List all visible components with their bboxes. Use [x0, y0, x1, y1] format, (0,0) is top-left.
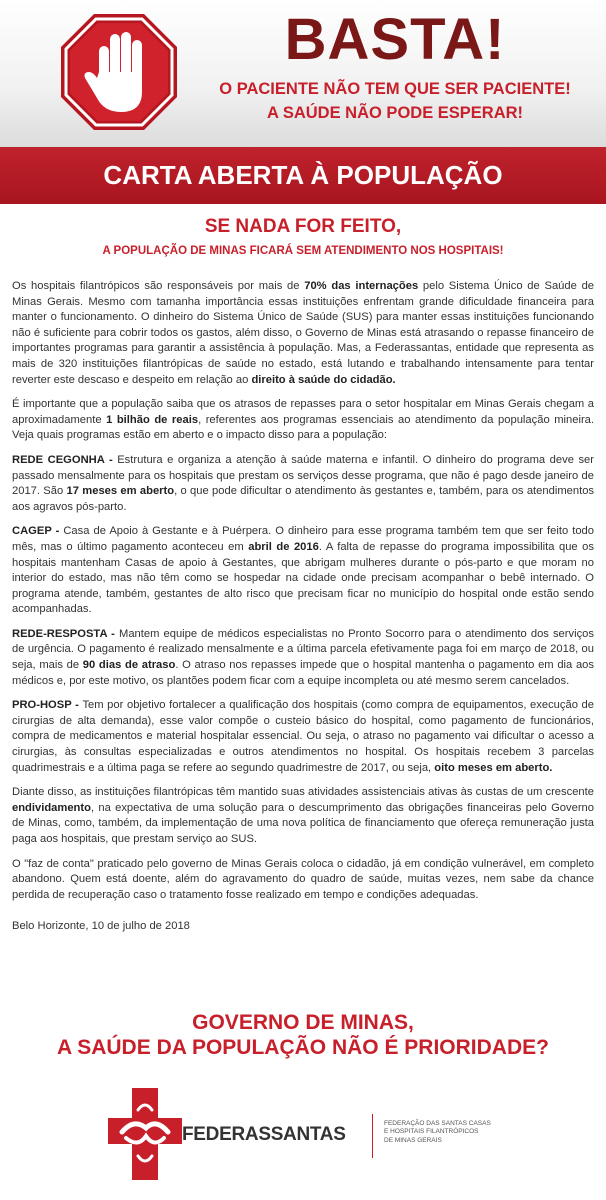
- text: Os hospitais filantrópicos são responsáveis por mais de: [12, 280, 305, 292]
- emphasis: 70% das internações: [304, 280, 419, 292]
- subtitle-line-1: O PACIENTE NÃO TEM QUE SER PACIENTE!: [219, 80, 571, 98]
- text: Casa de Apoio à Gestante e à Puérpera. O dinheiro para esse programa também tem que ser feito todo mês, mas o último pagamento aconteceu em: [12, 525, 594, 553]
- emphasis: 17 meses em aberto: [66, 485, 175, 498]
- main-title: BASTA!: [284, 7, 506, 72]
- closing-question: [0, 1010, 606, 1060]
- text: Mantem equipe de médicos especialistas no Pronto Socorro para o atendimento dos serviços de urgência. O pagamento é realizado mensalmente e a última parcela efetivamente paga foi em março de 2018, ou seja, mais de: [12, 627, 594, 672]
- emphasis: endividamento: [12, 801, 91, 814]
- closing-line-2: A SAÚDE DA POPULAÇÃO NÃO É PRIORIDADE?: [57, 1036, 549, 1059]
- stop-hand-icon: [59, 12, 179, 132]
- text: . O atraso nos repasses impede que o hospital mantenha o pagamento em dia aos médicos e, por este motivo, os plantões podem ficar com a equipe incompleta ou até mesmo serem cancelados.: [12, 659, 594, 687]
- program-name: CAGEP -: [12, 525, 64, 538]
- paragraph-cagep: [12, 524, 594, 618]
- headline-line-2: A POPULAÇÃO DE MINAS FICARÁ SEM ATENDIMENTO NOS HOSPITAIS!: [102, 245, 504, 257]
- emphasis: direito à saúde do cidadão.: [251, 373, 396, 386]
- paragraph-rede-cegonha: [12, 453, 594, 515]
- letter-body: [12, 279, 594, 944]
- text: Estrutura e organiza a atenção à saúde materna e infantil. O dinheiro do programa deve ser passado mensalmente para os hospitais que prestam os serviços desse programa, que não é pago desde janeiro de 2017. São: [12, 453, 594, 498]
- text: Diante disso, as instituições filantrópicas têm mantido suas atividades assistenciais ativas às custas de um crescente: [12, 786, 594, 799]
- text: . A falta de repasse do programa impossibilita que os hospitais mantenham Casas de apoio à Gestantes, que abrigam mulheres durante o pós-parto e que moram no interior do estado, mas não têm como se hospedar na cidade onde precisam acompanhar o bebê internado. O programa atende, também, gestantes de alto risco que precisam ficar no município do hospital onde estão sendo acompanhadas.: [12, 540, 594, 616]
- text: Tem por objetivo fortalecer a qualificação dos hospitais (como compra de equipamentos, execução de cirurgias de alta demanda), esse valor compõe o custeio básico do hospital, como pagamento de funcionários, compra de medicamentos e material hospitalar essencial. Ou seja, o atraso no pagamento vai dificultar o acesso a cirurgias, às consultas especializadas e outros atendimentos no hospital. Os hospitais recebem 3 parcelas quadrimestrais e a última paga se refere ao segundo quadrimestre de 2017, ou seja,: [12, 699, 594, 774]
- text: pelo Sistema Único de Saúde de Minas Gerais. Mesmo com tamanha importância essas instituições enfrentam grande dificuldade financeira para manter o funcionamento. O dinheiro do Sistema Único de Saúde (SUS) para manter essas instituições funcionando não é suficiente para cobrir todos os gastos, além disso, o Governo de Minas está atrasando o repasse financeiro de importantes programas para garantir a assistência à população. Mas, a Federassantas, entidade que representa as mais de 320 instituições filantrópicas de saúde no estado, está lutando e trabalhando intensamente para tentar reverter este descaso e despeito em relação ao: [12, 280, 595, 386]
- logo-divider: [372, 1114, 373, 1158]
- emphasis: oito meses em aberto.: [434, 761, 553, 774]
- program-name: REDE-RESPOSTA -: [12, 627, 119, 640]
- letter-date: Belo Horizonte, 10 de julho de 2018: [12, 920, 190, 933]
- logo-desc-line-2: E HOSPITAIS FILANTRÓPICOS: [384, 1128, 479, 1136]
- paragraph-conclusion: O "faz de conta" praticado pelo governo de Minas Gerais coloca o cidadão, já em condição vulnerável, em completo abandono. Quem está doente, além do agravamento do quadro de saúde, muitas vezes, nem sabe da chance perdida de recuperação caso o tratamento fosse realizado em tempo e condições adequadas.: [12, 857, 594, 901]
- headline-line-1: SE NADA FOR FEITO,: [204, 216, 402, 237]
- emphasis: 90 dias de atraso: [82, 659, 176, 672]
- logo-wordmark: FEDERASSANTAS: [182, 1124, 346, 1145]
- logo-desc-line-1: FEDERAÇÃO DAS SANTAS CASAS: [384, 1120, 491, 1127]
- logo-description: [384, 1120, 544, 1145]
- text: , na expectativa de uma solução para o descumprimento das obrigações financeiras pelo Governo de Minas, como, também, da implementação de uma nova política de financiamento que ofereça remuneração justa paga aos hospitais, que prestam serviço ao SUS.: [12, 801, 594, 845]
- paragraph-rede-resposta: [12, 627, 594, 689]
- text: , referentes aos programas essenciais ao atendimento da população mineira. Veja quais programas estão em aberto e o impacto disso para a população:: [12, 413, 594, 442]
- subtitle-line-2: A SAÚDE NÃO PODE ESPERAR!: [266, 104, 524, 122]
- paragraph-intro: [12, 279, 594, 388]
- emphasis: abril de 2016: [248, 540, 319, 553]
- emphasis: 1 bilhão de reais: [106, 413, 199, 426]
- text: , o que pode dificultar o atendimento às gestantes e, também, para os atendimentos aos agravos pós-parto.: [12, 485, 595, 513]
- program-name: REDE CEGONHA -: [12, 453, 118, 466]
- closing-line-1: GOVERNO DE MINAS,: [192, 1011, 414, 1034]
- paragraph-debt: [12, 397, 594, 444]
- program-name: PRO-HOSP -: [12, 699, 83, 712]
- text: É importante que a população saiba que os atrasos de repasses para o setor hospitalar em Minas Gerais chegam a aproximadamente: [12, 398, 594, 426]
- logo-desc-line-3: DE MINAS GERAIS: [384, 1136, 442, 1144]
- paragraph-endividamento: [12, 785, 594, 847]
- paragraph-pro-hosp: [12, 698, 594, 776]
- banner-title: CARTA ABERTA À POPULAÇÃO: [103, 160, 503, 190]
- cross-handshake-logo-icon: [108, 1088, 182, 1180]
